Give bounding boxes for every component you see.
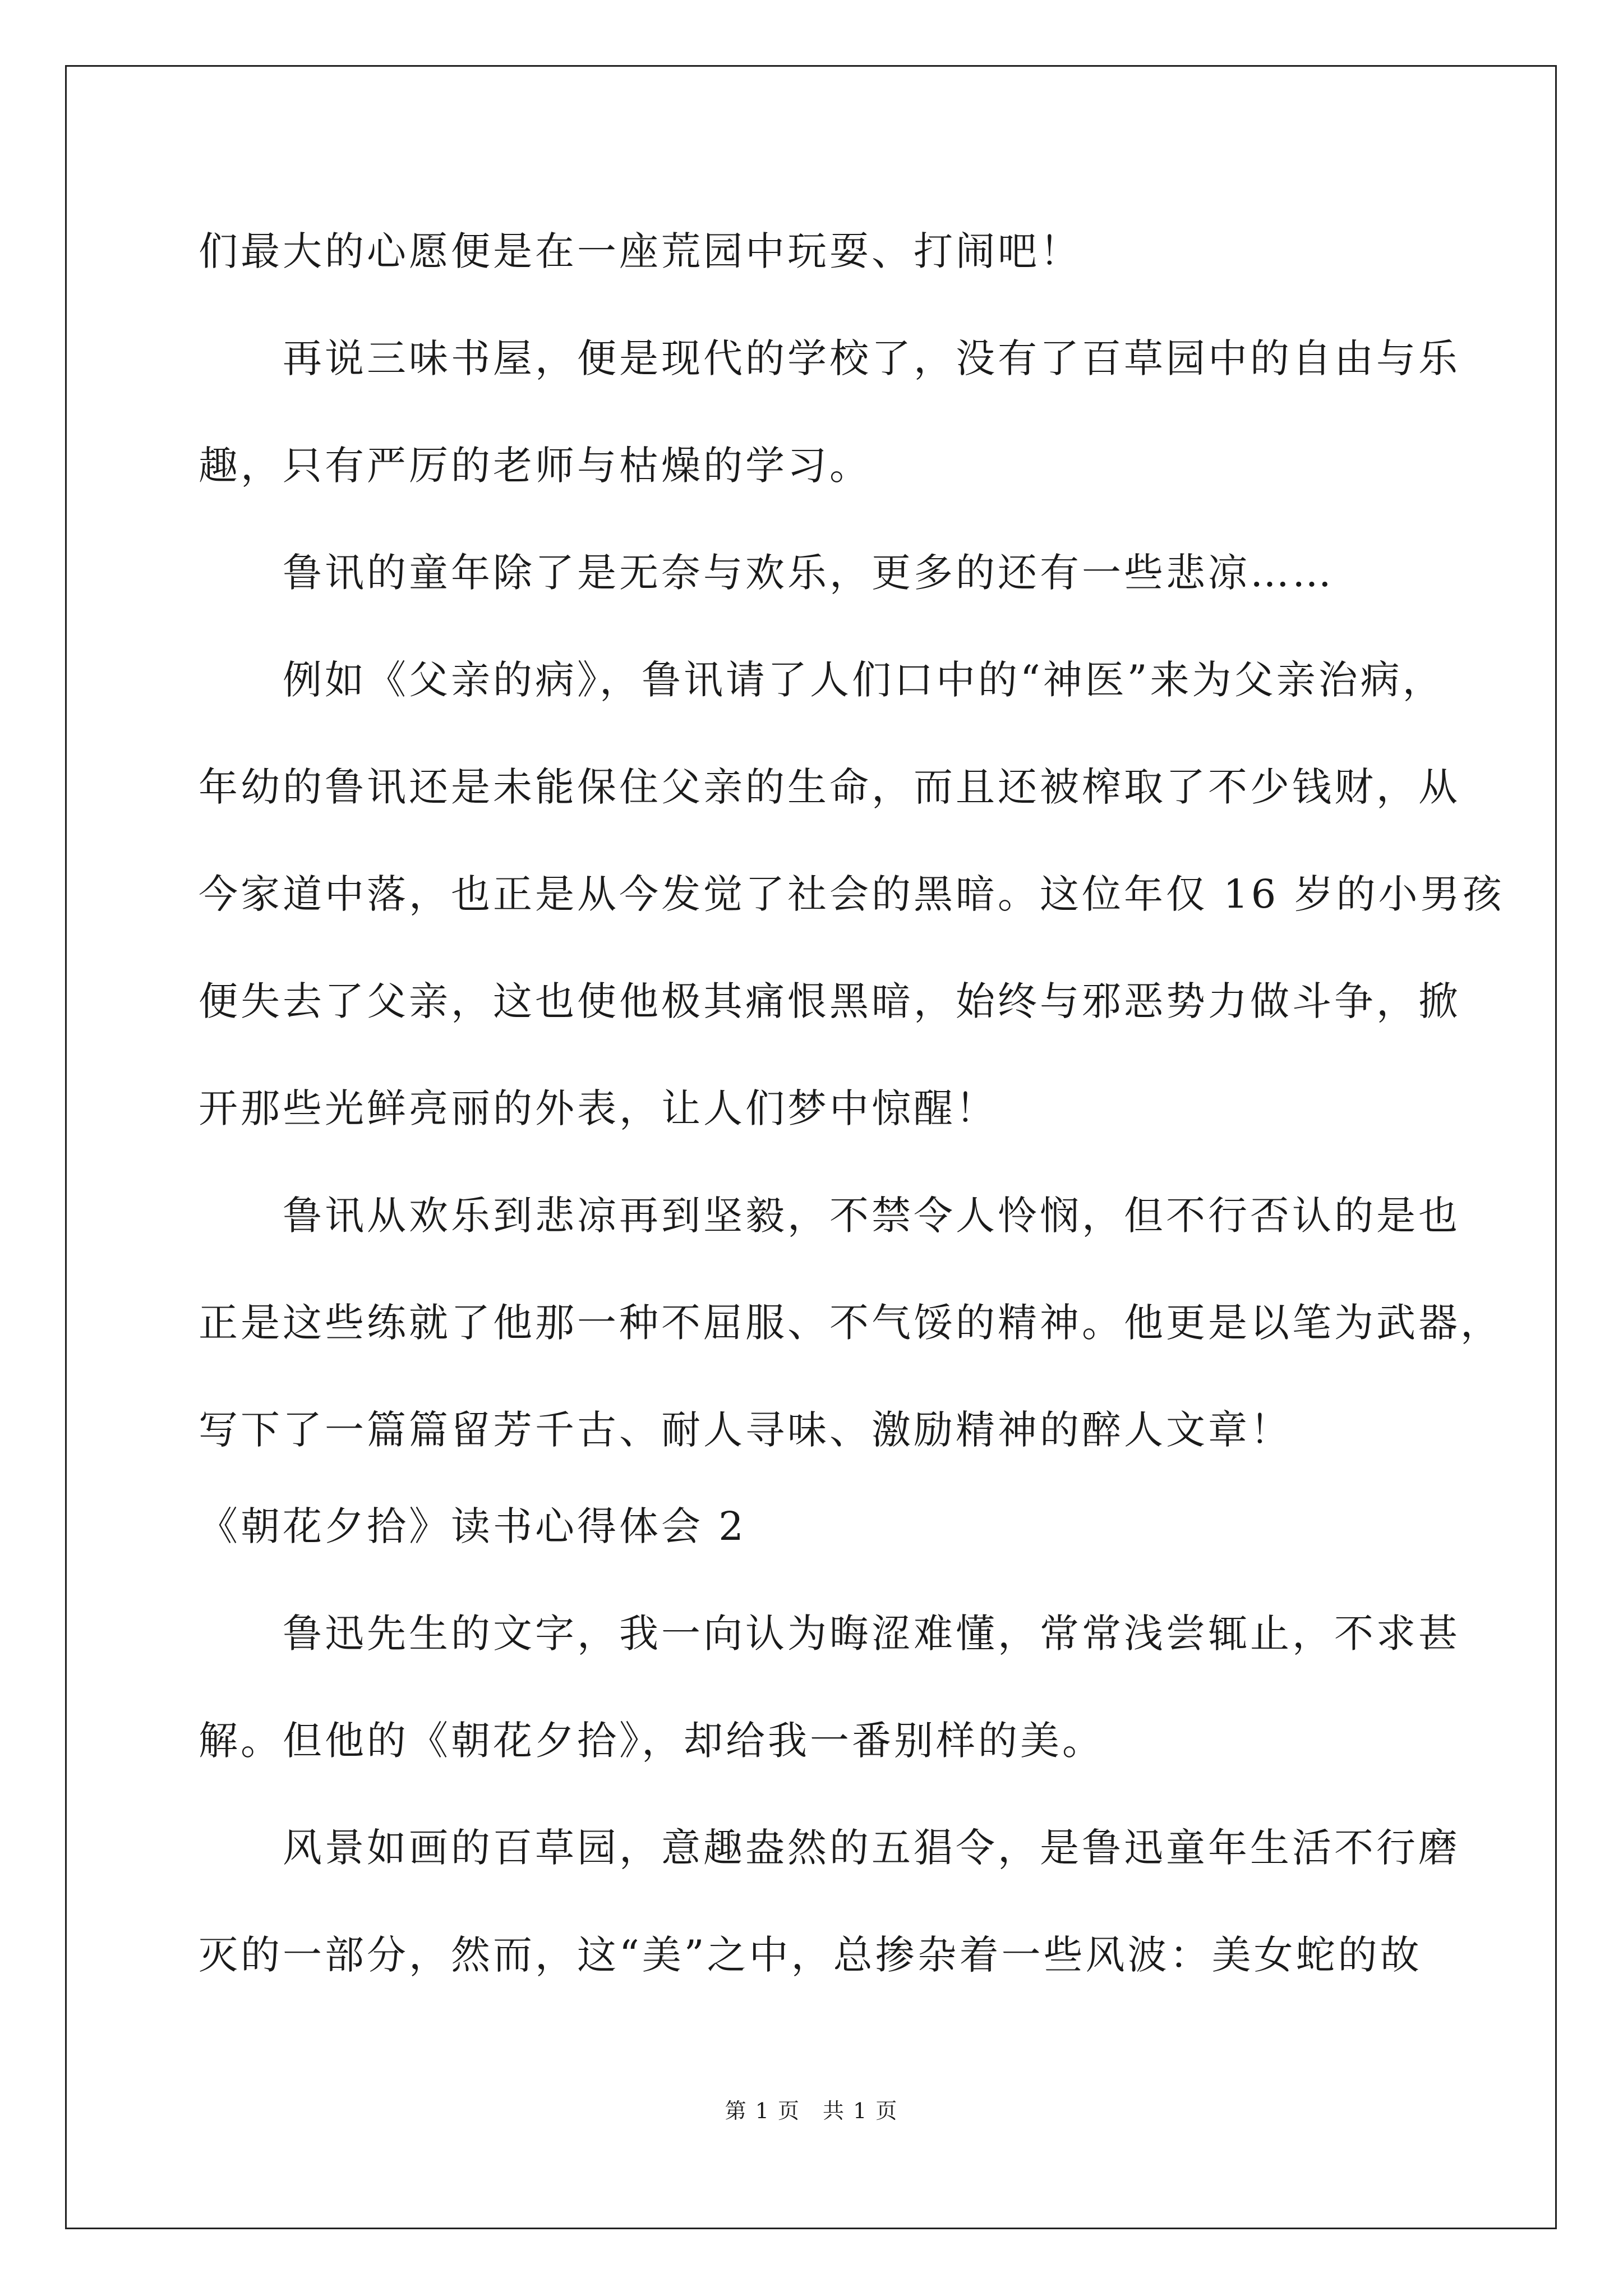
body-line: 写下了一篇篇留芳千古、耐人寻味、激励精神的醉人文章！ [199,1407,1292,1453]
body-line: 开那些光鲜亮丽的外表，让人们梦中惊醒！ [199,1085,998,1131]
body-line: 正是这些练就了他那一种不屈服、不气馁的精神。他更是以笔为武器， [199,1300,1502,1346]
body-line: 解。但他的《朝花夕拾》，却给我一番别样的美。 [199,1718,1104,1764]
paragraph-first-line: 风景如画的百草园，意趣盎然的五猖令，是鲁迅童年生活不行磨 [283,1825,1460,1871]
paragraph-first-line: 鲁讯的童年除了是无奈与欢乐，更多的还有一些悲凉…… [283,550,1334,596]
paragraph-first-line: 再说三味书屋，便是现代的学校了，没有了百草园中的自由与乐 [283,335,1460,381]
paragraph-first-line: 例如《父亲的病》，鲁讯请了人们口中的“神医”来为父亲治病， [283,657,1445,703]
paragraph-first-line: 鲁迅先生的文字，我一向认为晦涩难懂，常常浅尝辄止，不求甚 [283,1611,1460,1657]
body-line: 今家道中落，也正是从今发觉了社会的黑暗。这位年仅 16 岁的小男孩 [199,871,1505,917]
section-heading: 《朝花夕拾》读书心得体会 2 [199,1503,746,1549]
body-line: 们最大的心愿便是在一座荒园中玩耍、打闹吧！ [199,228,1082,274]
page-footer: 第 1 页 共 1 页 [725,2099,898,2123]
body-line: 年幼的鲁讯还是未能保住父亲的生命，而且还被榨取了不少钱财，从 [199,764,1460,810]
paragraph-first-line: 鲁讯从欢乐到悲凉再到坚毅，不禁令人怜悯，但不行否认的是也 [283,1193,1460,1239]
body-line: 灭的一部分，然而，这“美”之中，总掺杂着一些风波：美女蛇的故 [199,1932,1422,1978]
page-border [65,65,1557,2229]
body-line: 便失去了父亲，这也使他极其痛恨黑暗，始终与邪恶势力做斗争，掀 [199,978,1460,1024]
body-line: 趣，只有严厉的老师与枯燥的学习。 [199,443,872,489]
